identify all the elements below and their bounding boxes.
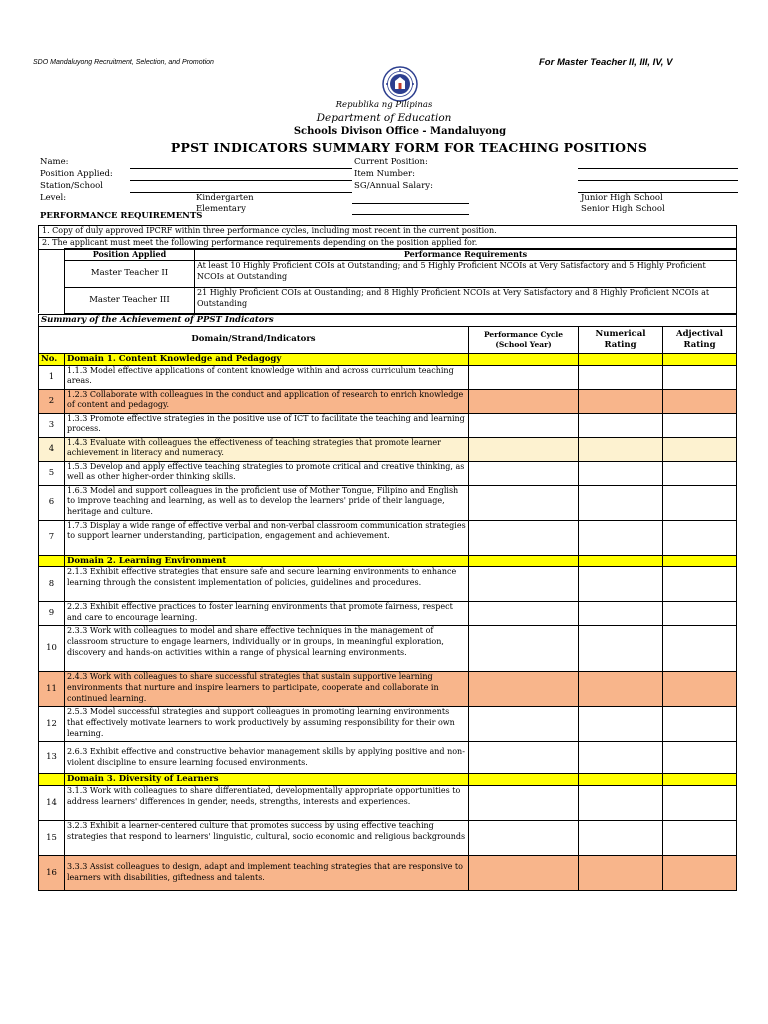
- indicator-text: 2.5.3 Model successful strategies and support colleagues in promoting learning environments that effectively motivate learners to work productively by assuming responsibility for their own learning.: [65, 707, 469, 742]
- level-label: Level:: [40, 193, 67, 203]
- table-row: [39, 365, 737, 389]
- col-performance-cycle: Performance Cycle (School Year): [469, 326, 579, 353]
- indicator-text: 2.2.3 Exhibit effective practices to foster learning environments that promote fairness, respect and care to encourage learning.: [65, 602, 469, 626]
- domain-heading: Domain 1. Content Knowledge and Pedagogy: [65, 353, 469, 365]
- adjectival-cell[interactable]: [663, 567, 737, 602]
- numerical-cell[interactable]: [579, 413, 663, 437]
- col-domain: Domain/Strand/Indicators: [39, 326, 469, 353]
- indicator-text: 2.4.3 Work with colleagues to share successful strategies that sustain supportive learning environments that nurture and inspire learners to participate, cooperate and collaborate in continued learning.: [65, 672, 469, 707]
- station-label: Station/School: [40, 181, 103, 191]
- adjectival-cell[interactable]: [663, 821, 737, 856]
- indicator-text: 1.6.3 Model and support colleagues in the proficient use of Mother Tongue, Filipino and English to improve teaching and learning, as well as to develop the learners' pride of their language, heritage and culture.: [65, 485, 469, 520]
- table-row: [39, 437, 737, 461]
- summary-table: [38, 314, 737, 891]
- cycle-cell[interactable]: [469, 602, 579, 626]
- row-number: 11: [39, 672, 65, 707]
- position-applied-field[interactable]: [130, 170, 352, 181]
- domain-heading: Domain 2. Learning Environment: [65, 555, 469, 567]
- cycle-cell[interactable]: [469, 389, 579, 413]
- numerical-cell[interactable]: [579, 786, 663, 821]
- kindergarten-label: Kindergarten: [196, 193, 254, 203]
- numerical-cell[interactable]: [579, 365, 663, 389]
- col-adjectival-rating: Adjectival Rating: [663, 326, 737, 353]
- row-number: 6: [39, 485, 65, 520]
- row-number: 4: [39, 437, 65, 461]
- table-row: [39, 786, 737, 821]
- table-row: [39, 413, 737, 437]
- table-row: [39, 567, 737, 602]
- numerical-cell[interactable]: [579, 742, 663, 774]
- table-row: [39, 672, 737, 707]
- page-title: PPST INDICATORS SUMMARY FORM FOR TEACHING POSITIONS: [170, 140, 648, 155]
- indicator-text: 1.5.3 Develop and apply effective teaching strategies to promote critical and creative thinking, as well as other higher-order thinking skills.: [65, 461, 469, 485]
- cycle-cell[interactable]: [469, 856, 579, 891]
- deped-seal-icon: [382, 66, 418, 102]
- numerical-cell[interactable]: [579, 567, 663, 602]
- row-number: 5: [39, 461, 65, 485]
- indicator-text: 1.3.3 Promote effective strategies in the positive use of ICT to facilitate the teaching and learning process.: [65, 413, 469, 437]
- senior-high-label: Senior High School: [581, 204, 665, 214]
- row-number: 14: [39, 786, 65, 821]
- adjectival-cell[interactable]: [663, 461, 737, 485]
- position-name: Master Teacher II: [65, 260, 195, 287]
- republika-text: Republika ng Pilipinas: [335, 100, 433, 110]
- numerical-cell[interactable]: [579, 485, 663, 520]
- numerical-cell[interactable]: [579, 602, 663, 626]
- indicator-text: 1.2.3 Collaborate with colleagues in the conduct and application of research to enrich knowledge of content and pedagogy.: [65, 389, 469, 413]
- item-number-field[interactable]: [578, 170, 738, 181]
- indicator-text: 3.3.3 Assist colleagues to design, adapt and implement teaching strategies that are responsive to learners with disabilities, giftedness and talents.: [65, 856, 469, 891]
- row-number: 10: [39, 626, 65, 672]
- table-row: [39, 821, 737, 856]
- table-row: [39, 461, 737, 485]
- numerical-cell[interactable]: [579, 389, 663, 413]
- junior-high-label: Junior High School: [581, 193, 663, 203]
- adjectival-cell[interactable]: [663, 389, 737, 413]
- cycle-cell[interactable]: [469, 626, 579, 672]
- table-row: [39, 626, 737, 672]
- cycle-cell[interactable]: [469, 520, 579, 555]
- salary-field[interactable]: [578, 182, 738, 193]
- requirement-1: 1. Copy of duly approved IPCRF within three performance cycles, including most recent in the current position.: [39, 226, 737, 238]
- col-performance-requirements: Performance Requirements: [195, 249, 737, 261]
- header-left-text: SDO Mandaluyong Recruitment, Selection, and Promotion: [33, 59, 214, 66]
- position-name: Master Teacher III: [65, 287, 195, 313]
- position-applied-label: Position Applied:: [40, 169, 113, 179]
- table-row: [39, 742, 737, 774]
- row-number: 9: [39, 602, 65, 626]
- indicator-text: 2.6.3 Exhibit effective and constructive behavior management skills by applying positive and non-violent discipline to ensure learning focused environments.: [65, 742, 469, 774]
- cycle-cell[interactable]: [469, 413, 579, 437]
- name-field[interactable]: [130, 158, 352, 169]
- row-number: 8: [39, 567, 65, 602]
- requirement-2: 2. The applicant must meet the following performance requirements depending on the position applied for.: [39, 237, 737, 249]
- numerical-cell[interactable]: [579, 707, 663, 742]
- numerical-cell[interactable]: [579, 672, 663, 707]
- table-row: [39, 707, 737, 742]
- adjectival-cell[interactable]: [663, 602, 737, 626]
- numerical-cell[interactable]: [579, 856, 663, 891]
- cycle-cell[interactable]: [469, 742, 579, 774]
- indicator-text: 2.3.3 Work with colleagues to model and share effective techniques in the management of classroom structure to engage learners, individually or in groups, in meaningful exploration, discovery and hands-on activities within a range of physical learning environments.: [65, 626, 469, 672]
- cycle-cell[interactable]: [469, 461, 579, 485]
- cycle-cell[interactable]: [469, 821, 579, 856]
- indicator-text: 1.4.3 Evaluate with colleagues the effectiveness of teaching strategies that promote learner achievement in literacy and numeracy.: [65, 437, 469, 461]
- adjectival-cell[interactable]: [663, 437, 737, 461]
- position-requirement: 21 Highly Proficient COIs at Oustanding; and 8 Highly Proficient NCOIs at Very Satisfactory and 8 Highly Proficient NCOIs at Outstanding: [195, 287, 737, 313]
- numerical-cell[interactable]: [579, 461, 663, 485]
- kindergarten-field[interactable]: [352, 193, 469, 204]
- table-row: [39, 485, 737, 520]
- cycle-cell[interactable]: [469, 672, 579, 707]
- numerical-cell[interactable]: [579, 437, 663, 461]
- table-row: [39, 389, 737, 413]
- col-position-applied: Position Applied: [65, 249, 195, 261]
- elementary-field[interactable]: [352, 204, 469, 215]
- position-requirement: At least 10 Highly Proficient COIs at Outstanding; and 5 Highly Proficient NCOIs at Very Satisfactory and 5 Highly Proficient NCOIs at Outstanding: [195, 260, 737, 287]
- table-row: [39, 856, 737, 891]
- adjectival-cell[interactable]: [663, 365, 737, 389]
- cycle-cell[interactable]: [469, 485, 579, 520]
- col-no: No.: [39, 353, 65, 365]
- item-number-label: Item Number:: [354, 169, 415, 179]
- row-number: 15: [39, 821, 65, 856]
- indicator-text: 2.1.3 Exhibit effective strategies that ensure safe and secure learning environments to enhance learning through the consistent implementation of policies, guidelines and procedures.: [65, 567, 469, 602]
- adjectival-cell[interactable]: [663, 856, 737, 891]
- col-numerical-rating: Numerical Rating: [579, 326, 663, 353]
- performance-heading: PERFORMANCE REQUIREMENTS: [40, 211, 203, 221]
- indicator-text: 1.7.3 Display a wide range of effective verbal and non-verbal classroom communication strategies to support learner understanding, participation, engagement and achievement.: [65, 520, 469, 555]
- indicator-text: 3.2.3 Exhibit a learner-centered culture that promotes success by using effective teaching strategies that respond to learners' linguistic, cultural, socio economic and religious backgrounds: [65, 821, 469, 856]
- row-number: 3: [39, 413, 65, 437]
- adjectival-cell[interactable]: [663, 672, 737, 707]
- station-field[interactable]: [130, 182, 352, 193]
- cycle-cell[interactable]: [469, 567, 579, 602]
- cycle-cell[interactable]: [469, 786, 579, 821]
- indicator-text: 3.1.3 Work with colleagues to share differentiated, developmentally appropriate opportunities to address learners' differences in gender, needs, strengths, interests and experiences.: [65, 786, 469, 821]
- table-row: [39, 520, 737, 555]
- row-number: 1: [39, 365, 65, 389]
- cycle-cell[interactable]: [469, 707, 579, 742]
- department-text: Department of Education: [316, 112, 452, 124]
- numerical-cell[interactable]: [579, 821, 663, 856]
- adjectival-cell[interactable]: [663, 520, 737, 555]
- header-right-text: For Master Teacher II, III, IV, V: [539, 57, 673, 68]
- table-row: [39, 602, 737, 626]
- position-requirements-table: [38, 248, 737, 314]
- name-label: Name:: [40, 157, 69, 167]
- row-number: 16: [39, 856, 65, 891]
- indicator-text: 1.1.3 Model effective applications of content knowledge within and across curriculum teaching areas.: [65, 365, 469, 389]
- row-number: 13: [39, 742, 65, 774]
- current-position-field[interactable]: [578, 158, 738, 169]
- row-number: 2: [39, 389, 65, 413]
- numerical-cell[interactable]: [579, 626, 663, 672]
- adjectival-cell[interactable]: [663, 626, 737, 672]
- domain-heading: Domain 3. Diversity of Learners: [65, 774, 469, 786]
- summary-caption: Summary of the Achievement of PPST Indicators: [39, 315, 737, 327]
- office-text: Schools Divison Office - Mandaluyong: [293, 126, 507, 137]
- elementary-label: Elementary: [196, 204, 246, 214]
- cycle-cell[interactable]: [469, 437, 579, 461]
- cycle-cell[interactable]: [469, 365, 579, 389]
- current-position-label: Current Position:: [354, 157, 428, 167]
- adjectival-cell[interactable]: [663, 485, 737, 520]
- salary-label: SG/Annual Salary:: [354, 181, 433, 191]
- adjectival-cell[interactable]: [663, 786, 737, 821]
- numerical-cell[interactable]: [579, 520, 663, 555]
- requirements-table: [38, 225, 737, 250]
- adjectival-cell[interactable]: [663, 413, 737, 437]
- row-number: 7: [39, 520, 65, 555]
- adjectival-cell[interactable]: [663, 742, 737, 774]
- adjectival-cell[interactable]: [663, 707, 737, 742]
- row-number: 12: [39, 707, 65, 742]
